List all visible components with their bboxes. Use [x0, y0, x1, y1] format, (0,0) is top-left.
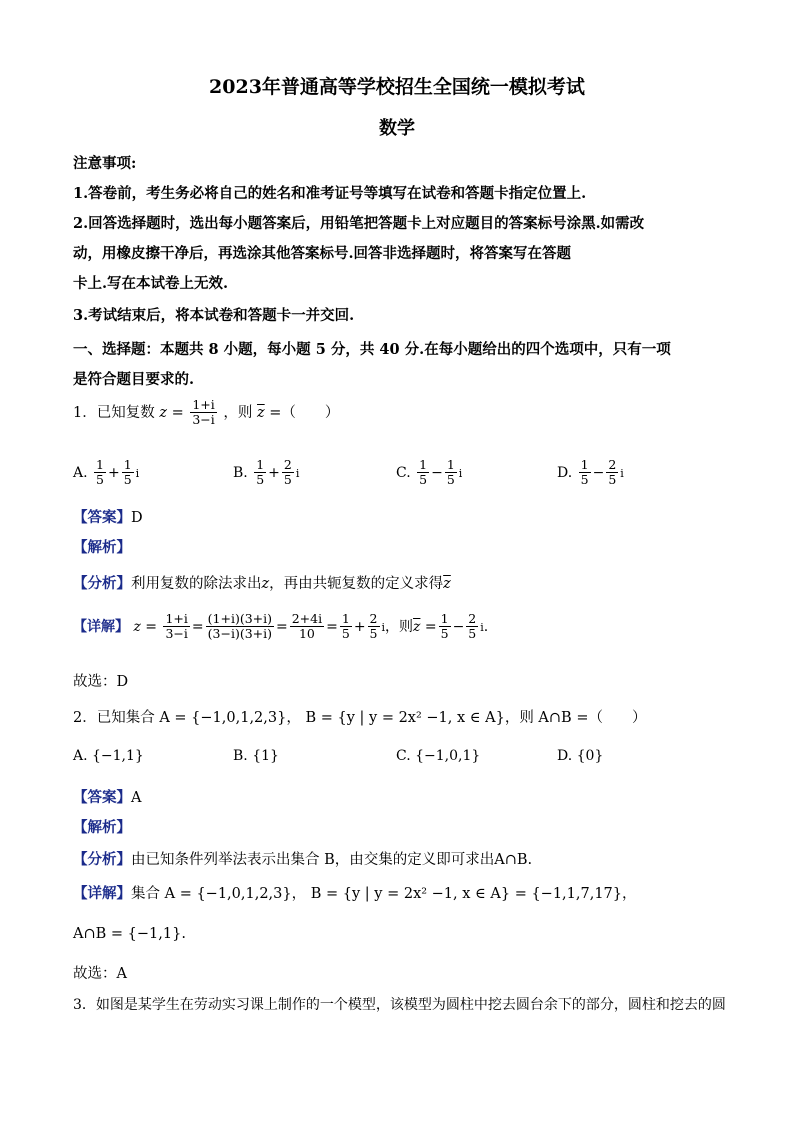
fenxi-tag: 【分析】 [73, 575, 131, 592]
q1-option-a: A. $\frac{1}{5}$ + $\frac{1}{5}$ i [73, 457, 140, 488]
q1-answer [73, 506, 143, 527]
q3-stem: 3．如图是某学生在劳动实习课上制作的一个模型，该模型为圆柱中挖去圆台余下的部分，圆柱和挖去的圆 [73, 997, 726, 1013]
q2-option-d [557, 748, 603, 764]
q1-suffix: ，则 [223, 404, 253, 421]
frac-num: (1+i)(3+i) [207, 611, 272, 626]
frac-den: 5 [369, 626, 378, 642]
fenxi-z: z [261, 576, 270, 592]
q1-z-fraction [190, 398, 216, 428]
operator: + [107, 464, 120, 481]
operator: − [431, 464, 443, 481]
q1-prefix: 1．已知复数 [73, 404, 155, 421]
option-letter: D. [557, 464, 573, 481]
q1-fenxi [73, 572, 451, 593]
detail-tag: 【详解】 [73, 885, 131, 902]
option-letter: A. [73, 464, 88, 481]
option-letter: D. [557, 748, 573, 764]
notice-heading: 注意事项: [73, 155, 137, 172]
notice-item-3: 3.考试结束后，将本试卷和答题卡一并交回. [73, 307, 355, 324]
answer-value: D [131, 510, 143, 526]
q1-choose: 故选：D [73, 674, 129, 690]
q2-analysis [73, 816, 131, 837]
frac-num: 1 [446, 457, 455, 472]
q2-result: A∩B = {−1,1}. [73, 926, 186, 942]
q2-option-a [73, 748, 144, 764]
q1-z-den: 3−i [192, 412, 215, 428]
frac-den: 5 [256, 472, 265, 488]
frac-den: 5 [580, 472, 589, 488]
option-letter: B. [233, 748, 248, 764]
option-letter: A. [73, 748, 88, 764]
section-1-line-2: 是符合题目要求的. [73, 371, 195, 388]
frac-num: 1 [123, 457, 132, 472]
detail-set-a: A = {−1,0,1,2,3} [164, 886, 292, 902]
frac-den: 5 [283, 472, 292, 488]
frac-num: 2 [608, 457, 617, 472]
frac-num: 1 [341, 611, 350, 626]
frac-den: 10 [298, 626, 315, 642]
q2-detail: 【详解】集合 A = {−1,0,1,2,3}， B = {y | y = 2x² −1, x ∈ A} = {−1,1,7,17}， [73, 885, 637, 902]
notice-item-2-line-2: 动，用橡皮擦干净后，再选涂其他答案标号.回答非选择题时，将答案写在答题 [73, 245, 572, 262]
option-letter: C. [396, 748, 411, 764]
q2-result-expr: A∩B = {−1,1} [73, 926, 182, 942]
q2-option-b [233, 748, 279, 764]
q1-detail: 【详解】 z = $\frac{1+i}{3-i}$ = $\frac{(1+i)(3+i)}{(3-i)(3+i)}$ = $\frac{2+4i}{10}$ = $\frac{1}{5}$ + $\frac{2}{5}$ i，则$\overline{z}$ = $\frac{1}{5}$ − $\frac{2}{5}$ i. [73, 611, 489, 642]
fenxi-text: ，再由共轭复数的定义求得 [269, 576, 444, 592]
q2-suffix: ，则 A∩B =（ ） [504, 710, 647, 726]
q1-z-num: 1+i [192, 397, 215, 412]
q2-answer [73, 786, 141, 807]
subject-title: 数学 [379, 118, 415, 139]
operator: − [592, 464, 605, 481]
frac-num: 1 [419, 457, 428, 472]
q1-option-c: C. $\frac{1}{5}$ − $\frac{1}{5}$ i [396, 457, 463, 488]
q1-option-b: B. $\frac{1}{5}$ + $\frac{2}{5}$ i [233, 457, 300, 488]
notice-item-2-line-1: 2.回答选择题时，选出每小题答案后，用铅笔把答题卡上对应题目的答案标号涂黑.如需改 [73, 215, 645, 232]
frac-den: 5 [419, 472, 428, 488]
analysis-tag: 【解析】 [73, 539, 131, 556]
detail-z: z = [133, 618, 158, 635]
q2-prefix: 2．已知集合 [73, 710, 155, 726]
notice-item-2-line-3: 卡上.写在本试卷上无效. [73, 275, 229, 292]
fenxi-zbar: $\overline{z}$ [443, 576, 451, 592]
frac-num: 2 [283, 457, 292, 472]
frac-num: 1+i [165, 611, 188, 626]
q2-stem: 2．已知集合 A = {−1,0,1,2,3}， B = {y | y = 2x² −1, x ∈ A}，则 A∩B =（ ） [73, 710, 647, 726]
notice-item-1: 1.答卷前，考生务必将自己的姓名和准考证号等填写在试卷和答题卡指定位置上. [73, 185, 587, 202]
option-value: {1} [252, 748, 279, 764]
option-letter: B. [233, 464, 248, 481]
frac-num: 2 [468, 611, 477, 626]
frac-num: 1 [96, 457, 104, 472]
frac-den: (3−i)(3+i) [207, 626, 272, 642]
operator: + [268, 464, 280, 481]
frac-den: 5 [608, 472, 617, 488]
q2-set-b: B = {y | y = 2x² −1, x ∈ A} [305, 710, 505, 726]
detail-then: ，则 [385, 618, 414, 635]
option-value: {−1,1} [92, 748, 144, 764]
q2-option-c [396, 748, 480, 764]
q1-z-label: z = [159, 404, 184, 421]
q1-analysis [73, 536, 131, 557]
frac-num: 2+4i [291, 611, 323, 626]
detail-set-b: B = {y | y = 2x² −1, x ∈ A} = {−1,1,7,17} [310, 886, 623, 902]
fenxi-text: 利用复数的除法求出 [131, 576, 262, 592]
option-value: {−1,0,1} [415, 748, 481, 764]
q1-option-d: D. $\frac{1}{5}$ − $\frac{2}{5}$ i [557, 457, 624, 488]
answer-value: A [131, 790, 142, 806]
frac-den: 5 [446, 472, 455, 488]
frac-num: 2 [369, 611, 378, 626]
answer-tag: 【答案】 [73, 509, 131, 526]
frac-den: 5 [440, 626, 449, 642]
analysis-tag: 【解析】 [73, 819, 131, 836]
fenxi-tag: 【分析】 [73, 851, 131, 868]
frac-den: 3−i [165, 626, 188, 642]
fenxi-text: 由已知条件列举法表示出集合 B，由交集的定义即可求出 [131, 852, 495, 868]
fenxi-expr: A∩B [494, 852, 528, 868]
q1-stem [73, 398, 339, 428]
detail-tag: 【详解】 [73, 618, 129, 635]
section-1-line-1: 一、选择题：本题共 8 小题，每小题 5 分，共 40 分.在每小题给出的四个选项中，只有一项 [73, 341, 671, 358]
q2-set-a: A = {−1,0,1,2,3} [159, 710, 287, 726]
detail-text: 集合 [131, 886, 160, 902]
q1-tail: =（ ） [269, 404, 340, 421]
frac-den: 5 [123, 472, 132, 488]
q1-zbar: $\overline{z}$ [257, 404, 265, 421]
frac-num: 1 [256, 457, 265, 472]
frac-num: 1 [440, 611, 449, 626]
exam-title: 2023年普通高等学校招生全国统一模拟考试 [209, 76, 585, 98]
frac-den: 5 [341, 626, 350, 642]
frac-den: 5 [96, 472, 104, 488]
frac-num: 1 [580, 457, 589, 472]
answer-tag: 【答案】 [73, 789, 131, 806]
frac-den: 5 [468, 626, 477, 642]
option-value: {0} [576, 748, 604, 764]
q2-fenxi: 【分析】由已知条件列举法表示出集合 B，由交集的定义即可求出A∩B. [73, 851, 533, 868]
q2-choose: 故选：A [73, 966, 127, 982]
option-letter: C. [396, 464, 411, 481]
